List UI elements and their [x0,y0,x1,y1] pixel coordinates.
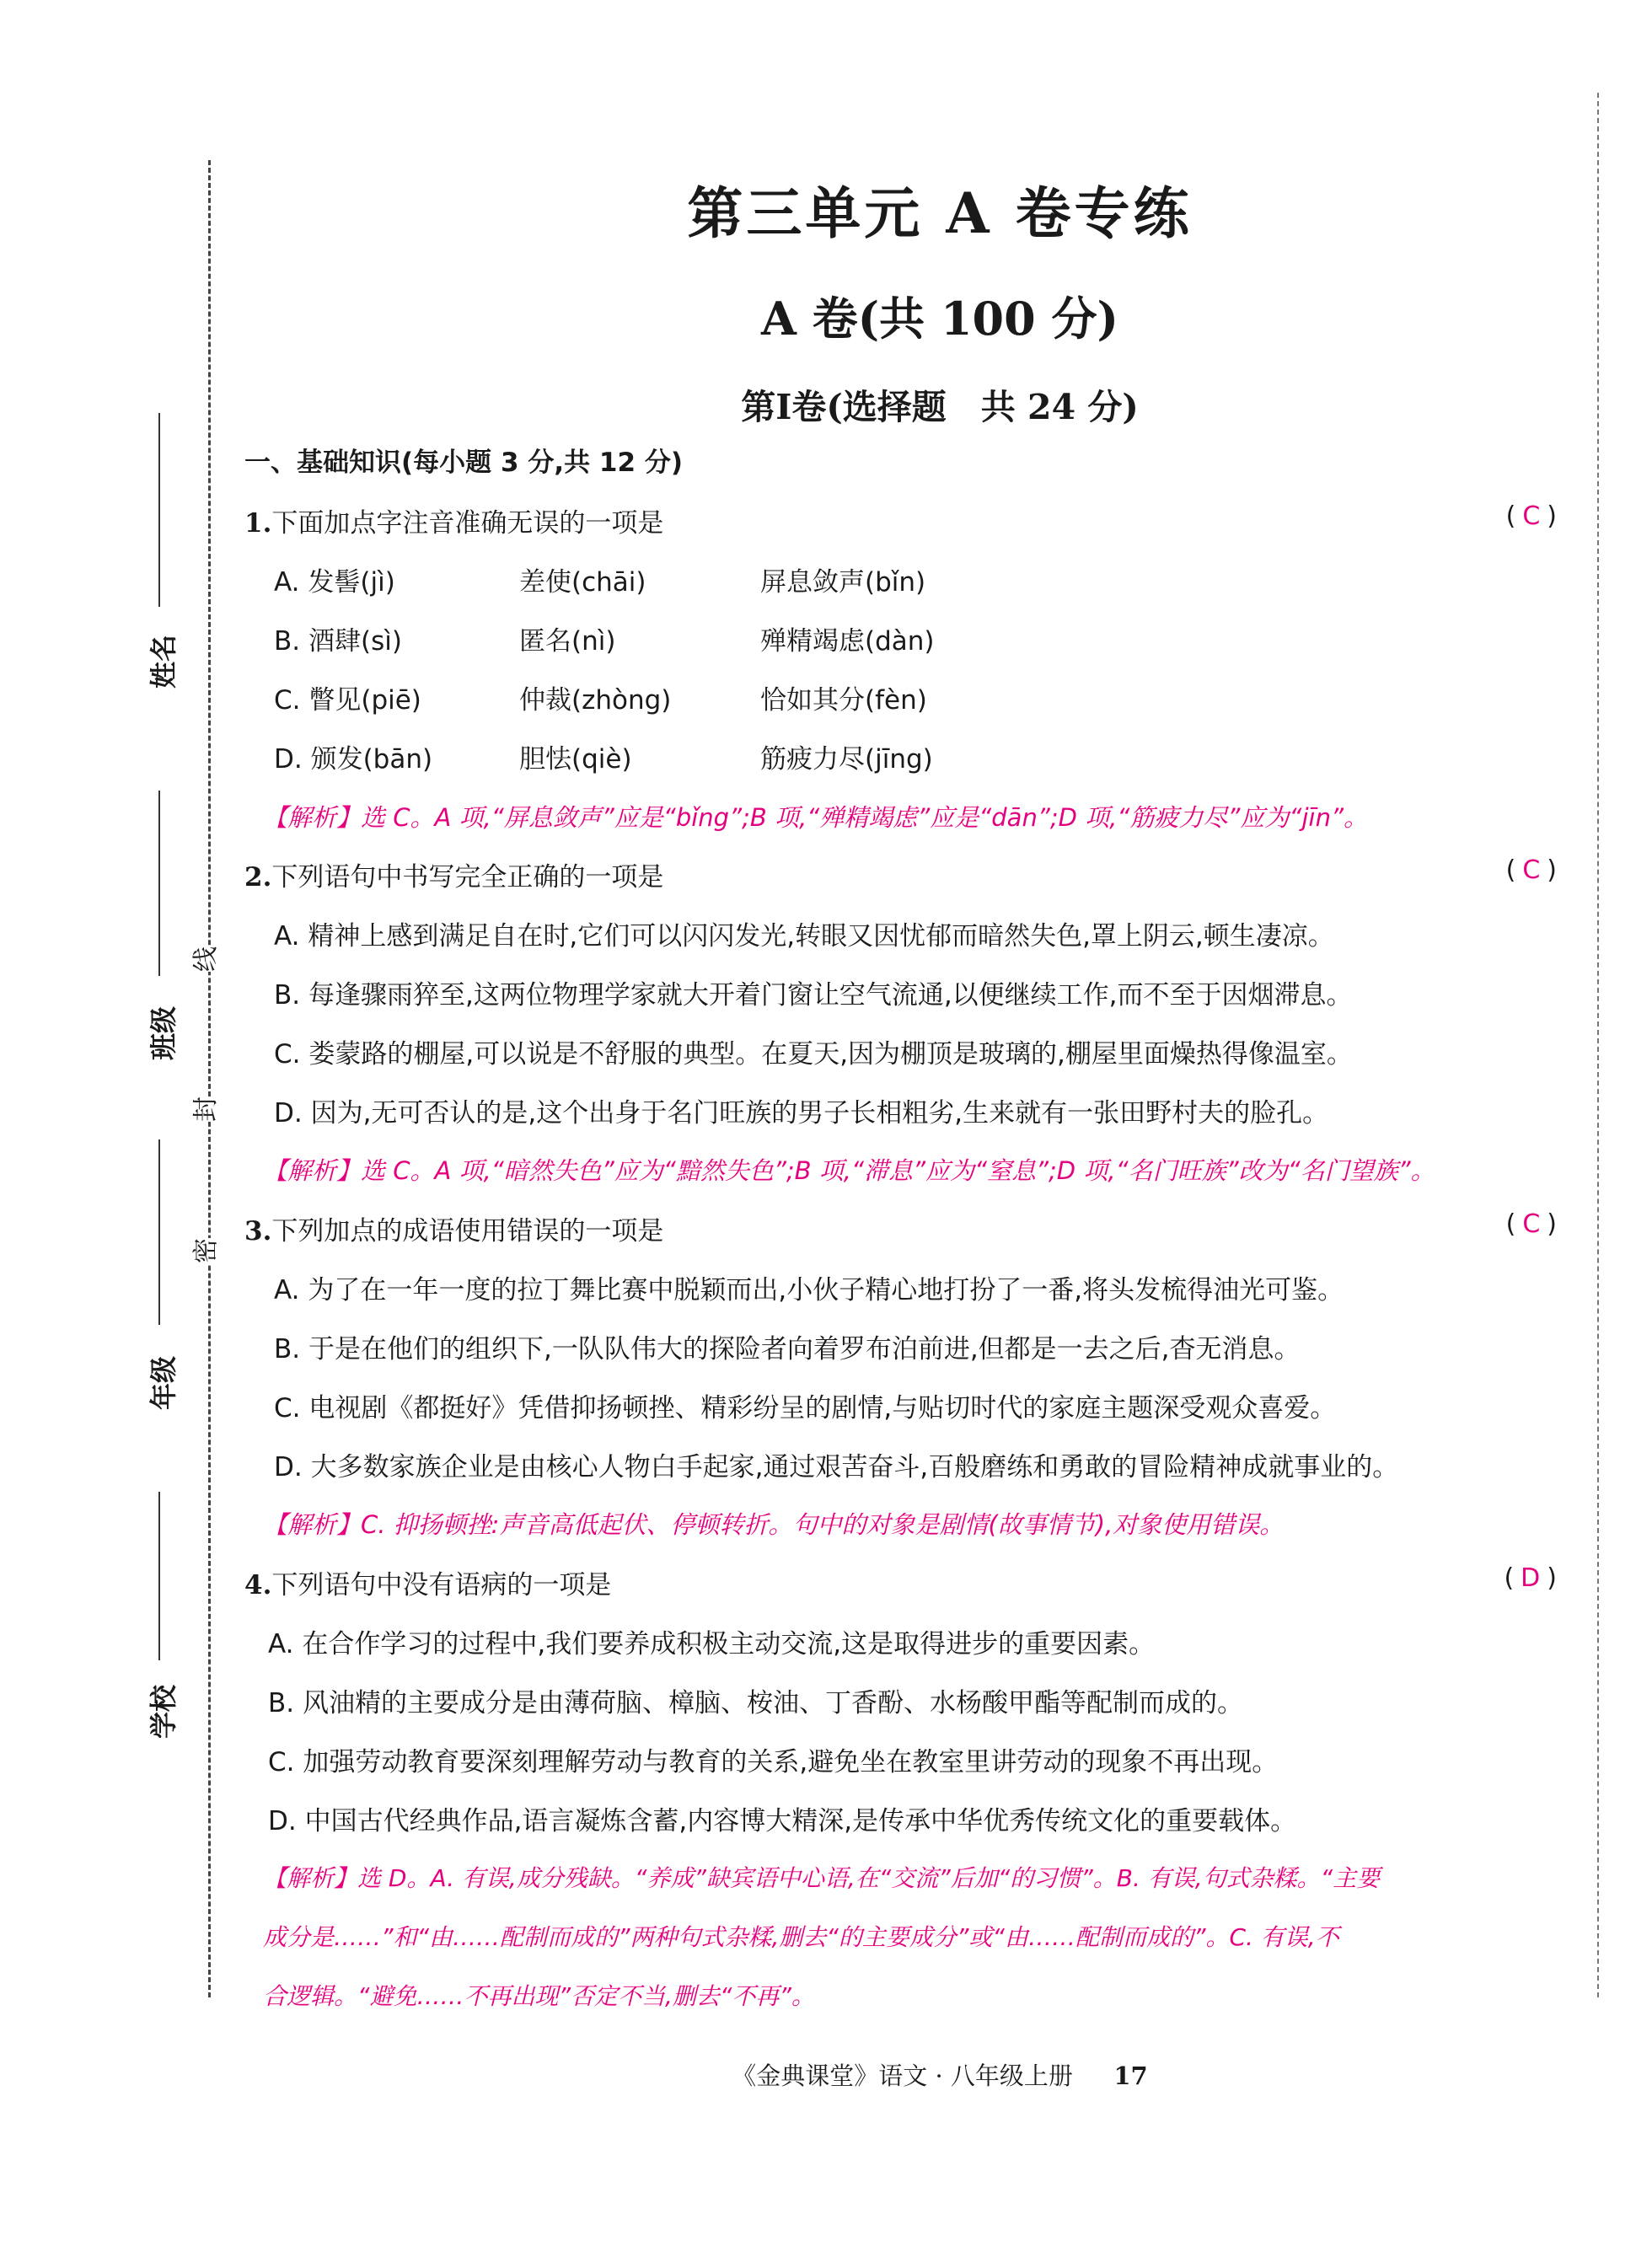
question-2-stem: 2.下列语句中书写完全正确的一项是 [244,862,664,893]
binding-dashed-line [208,160,211,1997]
answer-2: (C) [1505,855,1564,885]
book-title: 《金典课堂》语文 · 八年级上册 [732,2061,1073,2090]
right-dashed-line [1597,93,1599,1997]
question-4-analysis-line-1: 【解析】选 D。A. 有误,成分残缺。“养成”缺宾语中心语,在“交流”后加“的习惯”。B. 有误,句式杂糅。“主要 [263,1864,1381,1892]
question-number: 3. [244,1216,272,1246]
q1-option-c-2: 仲裁(zhòng) [519,685,672,716]
q3-option-b: B. 于是在他们的组织下,一队队伟大的探险者向着罗布泊前进,但都是一去之后,杳无消息。 [274,1334,1301,1364]
q1-option-a-3: 屏息敛声(bǐn) [760,567,926,598]
seal-mark-line: 线 [181,946,225,972]
answer-4-letter: D [1521,1563,1547,1593]
answer-4: (D) [1504,1563,1564,1593]
q2-option-c: C. 娄蒙路的棚屋,可以说是不舒服的典型。在夏天,因为棚顶是玻璃的,棚屋里面燥热得像温室。 [274,1039,1353,1070]
question-3-stem: 3.下列加点的成语使用错误的一项是 [244,1216,664,1246]
q4-option-d: D. 中国古代经典作品,语言凝炼含蓄,内容博大精深,是传承中华优秀传统文化的重要载体。 [268,1806,1297,1836]
q1-option-b-3: 殚精竭虑(dàn) [760,626,935,657]
question-4-analysis-line-2: 成分是……”和“由……配制而成的”两种句式杂糅,删去“的主要成分”或“由……配制而成的”。C. 有误,不 [263,1923,1339,1951]
part-title: 第Ⅰ卷(选择题 共 24 分) [741,387,1139,427]
class-field-label: 班级 [148,1005,180,1061]
q1-option-b-2: 匿名(nì) [519,626,616,657]
answer-2-letter: C [1522,855,1547,885]
q1-option-d-1: D. 颁发(bān) [274,744,433,775]
q4-option-c: C. 加强劳动教育要深刻理解劳动与教育的关系,避免坐在教室里讲劳动的现象不再出现。 [268,1747,1279,1777]
grade-field-label: 年级 [148,1355,180,1411]
q1-option-d-2: 胆怯(qiè) [519,744,632,775]
q1-option-b-1: B. 酒肆(sì) [274,626,402,657]
q1-option-c-1: C. 瞥见(piē) [274,685,421,716]
grade-field-line [158,1139,160,1325]
q1-option-c-3: 恰如其分(fèn) [760,685,927,716]
class-field-line [158,791,160,976]
question-number: 2. [244,862,272,893]
q2-option-a: A. 精神上感到满足自在时,它们可以闪闪发光,转眼又因忧郁而暗然失色,罩上阴云,顿生凄凉。 [274,921,1334,952]
seal-mark-seal: 封 [181,1096,225,1122]
answer-3: (C) [1505,1209,1564,1239]
page-number: 17 [1113,2061,1148,2090]
school-field-label: 学校 [148,1684,180,1740]
name-field-line [158,413,160,607]
q4-option-b: B. 风油精的主要成分是由薄荷脑、樟脑、桉油、丁香酚、水杨酸甲酯等配制而成的。 [268,1688,1243,1718]
section-heading: 一、基础知识(每小题 3 分,共 12 分) [244,448,683,478]
question-1-stem: 1.下面加点字注音准确无误的一项是 [244,508,664,539]
q3-option-c: C. 电视剧《都挺好》凭借抑扬顿挫、精彩纷呈的剧情,与贴切时代的家庭主题深受观众喜爱。 [274,1393,1337,1423]
name-field-label: 姓名 [148,634,180,689]
q2-option-b: B. 每逢骤雨猝至,这两位物理学家就大开着门窗让空气流通,以便继续工作,而不至于因烟滞息。 [274,980,1353,1011]
question-1-analysis: 【解析】选 C。A 项,“屏息敛声”应是“bǐng”;B 项,“殚精竭虑”应是“dān”;D 项,“筋疲力尽”应为“jīn”。 [263,803,1368,832]
question-4-stem: 4.下列语句中没有语病的一项是 [244,1570,612,1600]
q3-option-a: A. 为了在一年一度的拉丁舞比赛中脱颖而出,小伙子精心地打扮了一番,将头发梳得油光可鉴。 [274,1275,1344,1305]
seal-mark-secret: 密 [181,1238,225,1263]
question-number: 1. [244,508,272,539]
question-4-analysis-line-3: 合逻辑。“避免……不再出现”否定不当,删去“不再”。 [263,1982,815,2010]
q2-option-d: D. 因为,无可否认的是,这个出身于名门旺族的男子长相粗劣,生来就有一张田野村夫的脸孔。 [274,1098,1329,1129]
q1-option-a-2: 差使(chāi) [519,567,646,598]
question-2-analysis: 【解析】选 C。A 项,“暗然失色”应为“黯然失色”;B 项,“滞息”应为“窒息”;D 项,“名门旺族”改为“名门望族”。 [263,1156,1435,1185]
question-number: 4. [244,1570,272,1600]
answer-1: (C) [1505,501,1564,531]
answer-1-letter: C [1522,501,1547,531]
page-title: 第三单元 A 卷专练 [687,180,1193,246]
answer-3-letter: C [1522,1209,1547,1239]
q3-option-d: D. 大多数家族企业是由核心人物白手起家,通过艰苦奋斗,百般磨练和勇敢的冒险精神成就事业的。 [274,1452,1399,1482]
paper-subtitle: A 卷(共 100 分) [760,292,1119,346]
question-3-analysis: 【解析】C. 抑扬顿挫:声音高低起伏、停顿转折。句中的对象是剧情(故事情节),对象使用错误。 [263,1510,1285,1539]
school-field-line [158,1492,160,1660]
page-footer [0,2057,1652,2092]
q1-option-a-1: A. 发髻(jì) [274,567,395,598]
q1-option-d-3: 筋疲力尽(jīng) [760,744,933,775]
q4-option-a: A. 在合作学习的过程中,我们要养成积极主动交流,这是取得进步的重要因素。 [268,1629,1156,1659]
